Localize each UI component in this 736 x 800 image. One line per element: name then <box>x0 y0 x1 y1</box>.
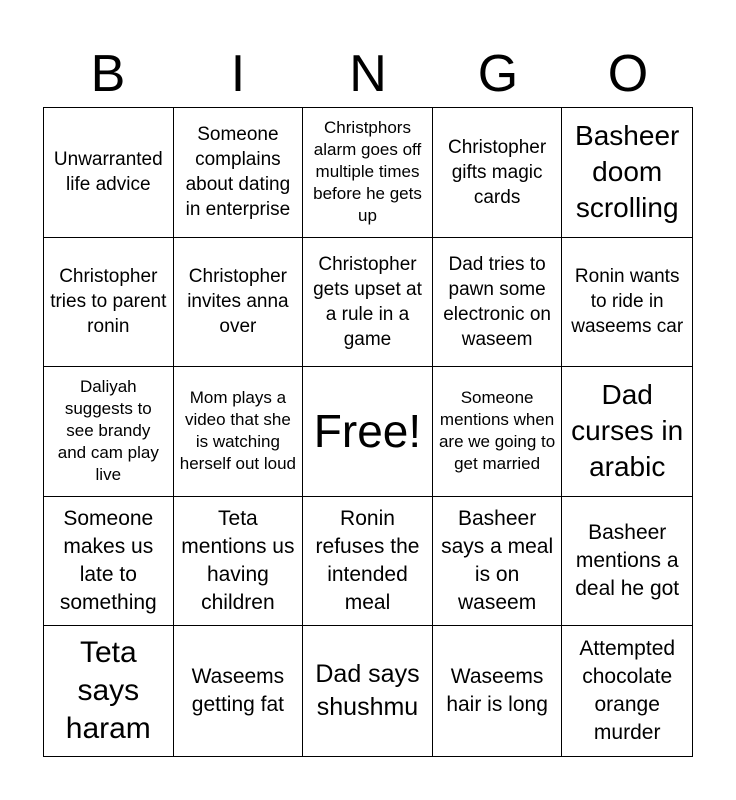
bingo-cell-r5c5[interactable] <box>562 626 692 756</box>
cell-text: Mom plays a video that she is watching herself out loud <box>179 388 297 474</box>
cell-text: Christopher gets upset at a rule in a game <box>313 253 422 350</box>
cell-text: Basheer doom scrolling <box>575 120 680 224</box>
bingo-cell-r1c5[interactable] <box>562 108 692 238</box>
cell-text: Someone mentions when are we going to get married <box>438 388 556 474</box>
bingo-cell-r3c4[interactable] <box>433 367 563 497</box>
cell-text: Dad tries to pawn some electronic on waseem <box>443 253 551 350</box>
bingo-cell-r5c2[interactable] <box>174 626 304 756</box>
bingo-cell-r4c1[interactable] <box>44 497 174 627</box>
cell-text: Christopher invites anna over <box>187 266 289 338</box>
cell-text: Waseems hair is long <box>446 665 548 717</box>
cell-text: Ronin wants to ride in waseems car <box>571 266 684 338</box>
bingo-cell-r5c4[interactable] <box>433 626 563 756</box>
bingo-cell-r2c1[interactable] <box>44 238 174 368</box>
cell-text: Attempted chocolate orange murder <box>579 637 676 745</box>
bingo-cell-r1c3[interactable] <box>303 108 433 238</box>
bingo-cell-r4c3[interactable] <box>303 497 433 627</box>
bingo-cell-r3c2[interactable] <box>174 367 304 497</box>
cell-text: Daliyah suggests to see brandy and cam play live <box>57 377 159 485</box>
cell-text: Someone makes us late to something <box>59 507 157 615</box>
cell-text: Dad says shushmu <box>315 660 420 722</box>
bingo-cell-r4c2[interactable] <box>174 497 304 627</box>
bingo-cell-r1c2[interactable] <box>174 108 304 238</box>
bingo-cell-r3c1[interactable] <box>44 367 174 497</box>
bingo-cell-r3c5[interactable] <box>562 367 692 497</box>
bingo-cell-r5c3[interactable] <box>303 626 433 756</box>
cell-text: Dad curses in arabic <box>571 379 684 483</box>
bingo-cell-r1c1[interactable] <box>44 108 174 238</box>
cell-text: Christopher gifts magic cards <box>447 136 547 208</box>
cell-text: Christopher tries to parent ronin <box>50 266 167 338</box>
bingo-cell-r4c5[interactable] <box>562 497 692 627</box>
header-letter-g: G <box>477 45 519 103</box>
bingo-cell-r2c2[interactable] <box>174 238 304 368</box>
bingo-cell-r2c3[interactable] <box>303 238 433 368</box>
cell-text: Unwarranted life advice <box>53 149 163 196</box>
header-letter-b: B <box>90 45 126 103</box>
bingo-cell-r5c1[interactable] <box>44 626 174 756</box>
cell-text: Basheer mentions a deal he got <box>575 521 680 601</box>
header-letter-o: O <box>607 45 649 103</box>
bingo-board <box>43 107 693 757</box>
cell-text: Ronin refuses the intended meal <box>315 507 420 615</box>
cell-text: Christphors alarm goes off multiple times before he gets up <box>313 118 422 226</box>
bingo-cell-r1c4[interactable] <box>433 108 563 238</box>
bingo-cell-r4c4[interactable] <box>433 497 563 627</box>
cell-text: Teta mentions us having children <box>181 507 295 615</box>
cell-text: Someone complains about dating in enterprise <box>185 124 291 221</box>
bingo-header <box>43 40 693 108</box>
bingo-cell-free[interactable] <box>303 367 433 497</box>
cell-text: Basheer says a meal is on waseem <box>441 507 554 615</box>
cell-text: Waseems getting fat <box>191 665 285 717</box>
free-space-label: Free! <box>313 405 422 458</box>
header-letter-n: N <box>349 45 387 103</box>
bingo-cell-r2c4[interactable] <box>433 238 563 368</box>
bingo-cell-r2c5[interactable] <box>562 238 692 368</box>
cell-text: Teta says haram <box>65 636 151 746</box>
header-letter-i: I <box>230 45 246 103</box>
